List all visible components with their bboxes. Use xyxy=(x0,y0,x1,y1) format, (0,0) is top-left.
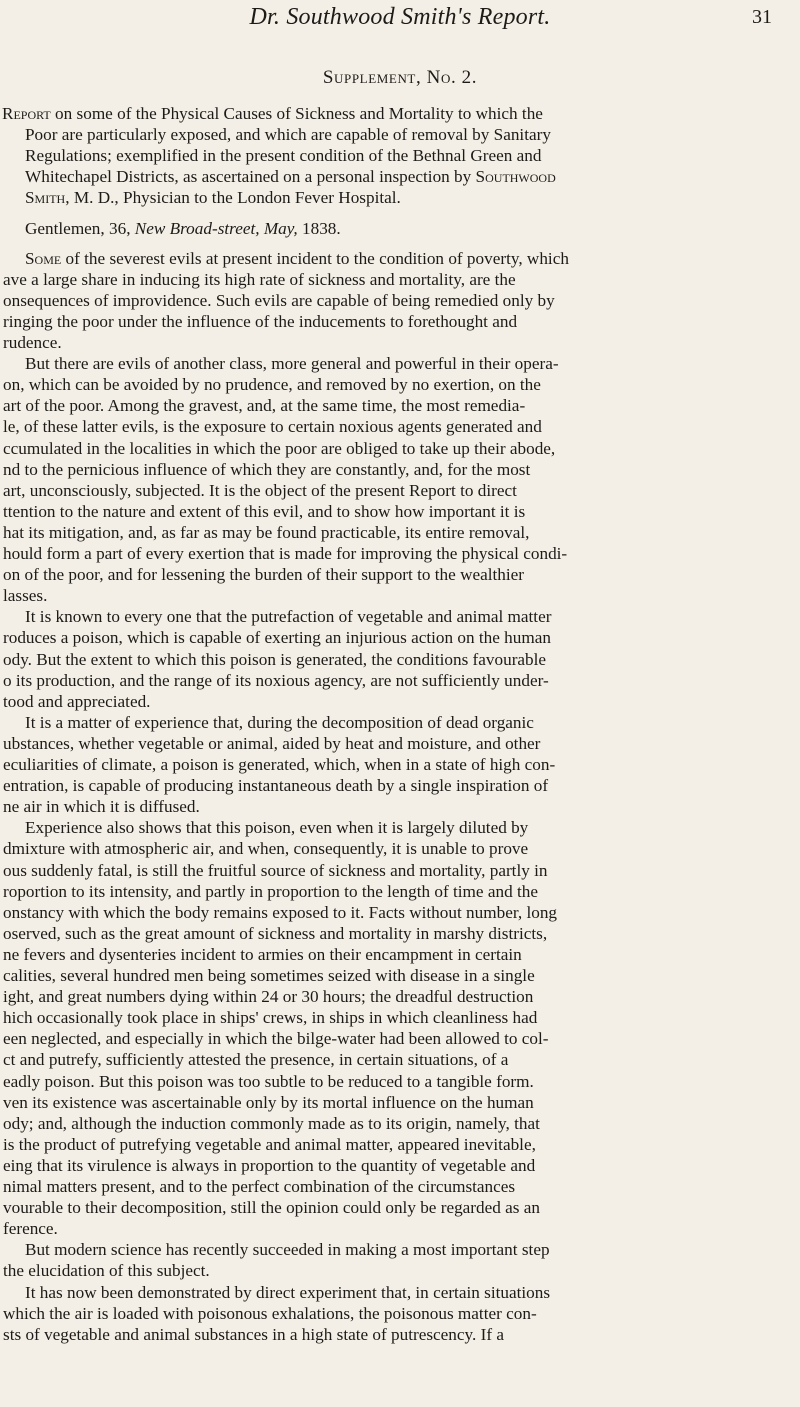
text-run: Experience also shows that this poison, even when it is largely diluted by xyxy=(25,818,529,838)
text-run: on some of the Physical Causes of Sickness and Mortality to which the xyxy=(50,104,543,123)
text-run: le, of these latter evils, is the exposure to certain noxious agents generated and xyxy=(3,417,542,437)
text-run: But there are evils of another class, more general and powerful in their opera- xyxy=(25,354,559,374)
text-run: roportion to its intensity, and partly in proportion to the length of time and the xyxy=(3,881,538,901)
text-run: onsequences of improvidence. Such evils are capable of being remedied only by xyxy=(3,290,555,310)
text-line xyxy=(3,1134,536,1155)
text-line xyxy=(3,332,62,353)
text-line xyxy=(3,438,555,459)
text-line xyxy=(3,1113,540,1134)
text-run: art, unconsciously, subjected. It is the object of the present Report to direct xyxy=(3,480,517,500)
text-run: sts of vegetable and animal substances in a high state of putrescency. If a xyxy=(3,1324,504,1344)
text-run: 1838. xyxy=(297,218,341,238)
text-line xyxy=(25,1282,550,1303)
text-line xyxy=(3,1260,210,1281)
text-run: It has now been demonstrated by direct experiment that, in certain situations xyxy=(25,1282,551,1302)
text-run: dmixture with atmospheric air, and when, consequently, it is unable to prove xyxy=(3,839,529,859)
text-line xyxy=(25,248,569,269)
text-line xyxy=(3,691,150,712)
text-line xyxy=(3,1155,535,1176)
text-line xyxy=(3,881,538,902)
text-line xyxy=(3,860,548,881)
text-run: ne fevers and dysenteries incident to armies on their encampment in certain xyxy=(3,944,522,964)
text-run: , M. D., Physician to the London Fever Hospital. xyxy=(65,188,401,208)
text-line xyxy=(3,1303,537,1324)
text-line xyxy=(3,1049,508,1070)
text-line xyxy=(3,480,517,501)
text-line xyxy=(25,1239,550,1260)
text-run: eing that its virulence is always in proportion to the quantity of vegetable and xyxy=(3,1155,536,1175)
text-run: eadly poison. But this poison was too subtle to be reduced to a tangible form. xyxy=(3,1071,534,1091)
text-line xyxy=(3,1218,58,1239)
text-run: ven its existence was ascertainable only by its mortal influence on the human xyxy=(3,1092,534,1112)
text-line xyxy=(3,1176,515,1197)
text-run: of the severest evils at present incident to the condition of poverty, which xyxy=(61,248,569,268)
text-run: ubstances, whether vegetable or animal, aided by heat and moisture, and other xyxy=(3,733,541,753)
text-run: oserved, such as the great amount of sickness and mortality in marshy districts, xyxy=(3,923,548,943)
text-line xyxy=(3,395,525,416)
text-run: the elucidation of this subject. xyxy=(3,1261,210,1281)
text-run: 36, xyxy=(104,218,135,238)
text-line xyxy=(3,1007,537,1028)
text-line xyxy=(3,1197,540,1218)
text-line xyxy=(3,670,549,691)
text-run: on, which can be avoided by no prudence, and removed by no exertion, on the xyxy=(3,375,541,395)
text-line xyxy=(25,817,528,838)
text-run: tood and appreciated. xyxy=(3,691,151,711)
text-run: New Broad-street, May, xyxy=(134,218,298,238)
text-line xyxy=(3,522,529,543)
text-line xyxy=(3,965,535,986)
text-run: nd to the pernicious influence of which they are constantly, and, for the most xyxy=(3,459,531,479)
text-line xyxy=(3,627,551,648)
text-run: ight, and great numbers dying within 24 or 30 hours; the dreadful destruction xyxy=(3,987,534,1007)
text-run: ttention to the nature and extent of this evil, and to show how important it is xyxy=(3,501,526,521)
text-line xyxy=(3,733,540,754)
text-run: roduces a poison, which is capable of exerting an injurious action on the human xyxy=(3,628,551,648)
text-line xyxy=(3,543,567,564)
text-line xyxy=(2,103,543,124)
text-run: ody; and, although the induction commonly made as to its origin, namely, that xyxy=(3,1113,540,1133)
text-run: ody. But the extent to which this poison is generated, the conditions favourable xyxy=(3,649,547,669)
text-line xyxy=(3,986,533,1007)
text-line xyxy=(3,1324,504,1345)
text-run: nimal matters present, and to the perfect combination of the circumstances xyxy=(3,1177,516,1196)
text-run: ccumulated in the localities in which the poor are obliged to take up their abode, xyxy=(3,438,556,458)
text-run: ct and putrefy, sufficiently attested the presence, in certain situations, of a xyxy=(3,1050,509,1070)
text-run: Southwood xyxy=(475,167,556,187)
text-line xyxy=(3,649,546,670)
text-line xyxy=(3,775,548,796)
text-line xyxy=(3,311,517,332)
text-line xyxy=(3,1028,548,1049)
text-run: which the air is loaded with poisonous exhalations, the poisonous matter con- xyxy=(3,1303,537,1323)
text-run: hich occasionally took place in ships' crews, in ships in which cleanliness had xyxy=(3,1008,538,1028)
text-run: vourable to their decomposition, still the opinion could only be regarded as an xyxy=(3,1198,540,1218)
text-run: Smith xyxy=(25,188,66,208)
text-run: eculiarities of climate, a poison is generated, which, when in a state of high con- xyxy=(3,755,556,774)
text-run: ous suddenly fatal, is still the fruitful source of sickness and mortality, partly in xyxy=(3,860,548,880)
text-line xyxy=(3,585,47,606)
text-run: ference. xyxy=(3,1219,58,1239)
text-line xyxy=(25,218,341,239)
text-run: ringing the poor under the influence of the inducements to forethought and xyxy=(3,311,518,331)
text-run: Report xyxy=(2,104,51,123)
supplement-heading: Supplement, No. 2. xyxy=(322,67,478,88)
text-line xyxy=(3,416,542,437)
text-line xyxy=(3,374,541,395)
text-line xyxy=(3,459,530,480)
text-run: It is known to every one that the putrefaction of vegetable and animal matter xyxy=(25,607,552,627)
text-line xyxy=(25,124,551,145)
text-line xyxy=(3,754,555,775)
text-run: onstancy with which the body remains exposed to it. Facts without number, long xyxy=(3,902,558,922)
text-line xyxy=(3,1071,534,1092)
text-line xyxy=(3,838,528,859)
text-run: Whitechapel Districts, as ascertained on a personal inspection by xyxy=(25,167,476,187)
running-head xyxy=(0,4,800,38)
text-run: But modern science has recently succeeded in making a most important step xyxy=(25,1240,550,1260)
text-run: lasses. xyxy=(3,586,48,606)
text-run: It is a matter of experience that, during the decomposition of dead organic xyxy=(25,712,534,732)
text-line xyxy=(25,166,556,187)
text-line xyxy=(3,1092,534,1113)
text-run: art of the poor. Among the gravest, and, at the same time, the most remedia- xyxy=(3,396,526,416)
text-line xyxy=(25,145,541,166)
text-line xyxy=(3,923,547,944)
text-line xyxy=(3,501,525,522)
text-run: hat its mitigation, and, as far as may be found practicable, its entire removal, xyxy=(3,522,530,542)
text-run: rudence. xyxy=(3,333,62,352)
text-line xyxy=(25,712,534,733)
text-run: on of the poor, and for lessening the burden of their support to the wealthier xyxy=(3,565,525,585)
text-line xyxy=(3,902,557,923)
page-number: 31 xyxy=(752,6,772,28)
text-run: Some xyxy=(25,248,62,268)
text-line xyxy=(3,944,522,965)
text-run: Poor are particularly exposed, and which are capable of removal by Sanitary xyxy=(25,125,551,145)
text-run: entration, is capable of producing instantaneous death by a single inspiration of xyxy=(3,776,549,796)
text-run: ne air in which it is diffused. xyxy=(3,797,200,817)
text-run: ave a large share in inducing its high rate of sickness and mortality, are the xyxy=(3,269,516,289)
text-run: is the product of putrefying vegetable and animal matter, appeared inevitable, xyxy=(3,1134,536,1154)
text-line xyxy=(25,187,401,208)
text-line xyxy=(3,269,516,290)
text-line xyxy=(25,353,559,374)
text-line xyxy=(3,290,555,311)
text-run: calities, several hundred men being sometimes seized with disease in a single xyxy=(3,966,535,985)
text-line xyxy=(3,796,200,817)
running-title: Dr. Southwood Smith's Report. xyxy=(249,4,551,30)
text-run: Gentlemen, xyxy=(25,218,105,238)
text-run: hould form a part of every exertion that is made for improving the physical condi- xyxy=(3,544,568,563)
text-line xyxy=(25,606,551,627)
text-line xyxy=(3,564,524,585)
text-run: o its production, and the range of its noxious agency, are not sufficiently under- xyxy=(3,670,549,690)
text-run: Regulations; exemplified in the present condition of the Bethnal Green and xyxy=(25,146,542,166)
text-run: een neglected, and especially in which the bilge-water had been allowed to col- xyxy=(3,1029,549,1049)
